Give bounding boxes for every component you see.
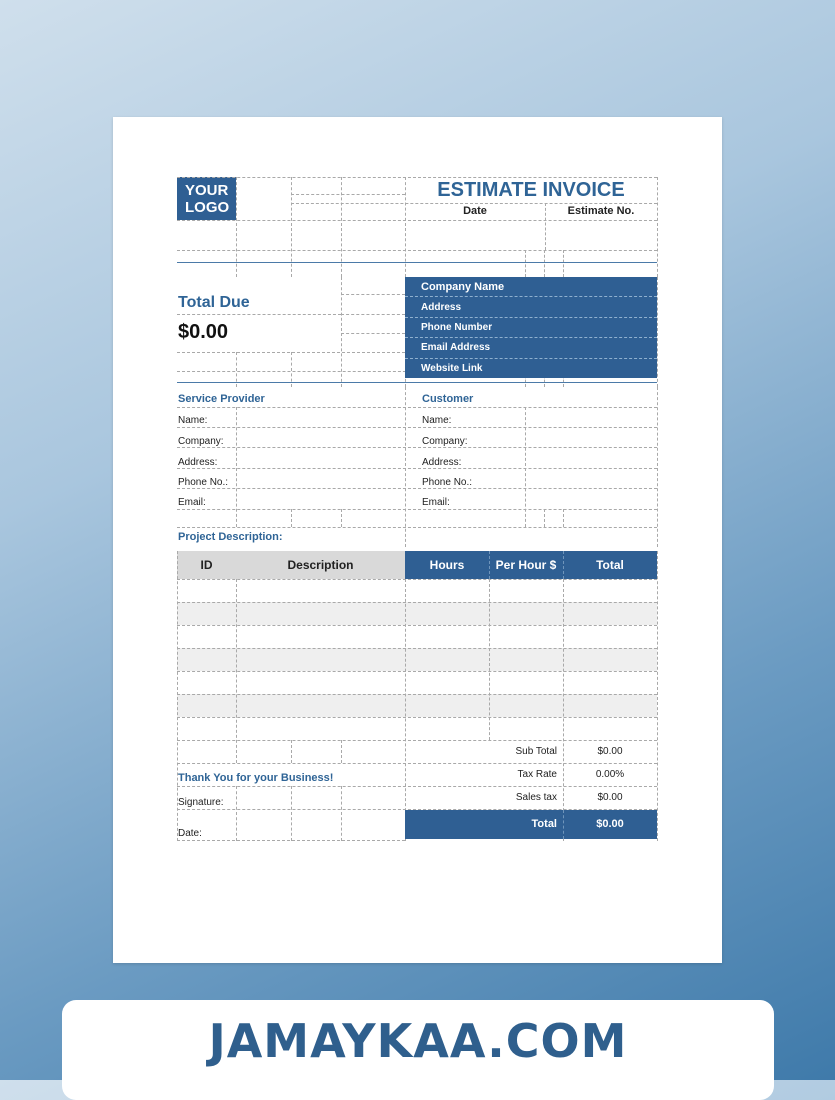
th-per-hour: Per Hour $ bbox=[489, 551, 563, 579]
signature-label: Signature: bbox=[178, 797, 224, 808]
service-provider-heading: Service Provider bbox=[178, 393, 265, 405]
grand-total-bar bbox=[405, 810, 657, 839]
table-row bbox=[177, 648, 657, 671]
grand-total-value: $0.00 bbox=[596, 818, 624, 830]
site-name: JAMAYKAA.COM bbox=[208, 1014, 628, 1068]
table-row bbox=[177, 694, 657, 717]
table-row bbox=[177, 602, 657, 625]
subtotal-label: Sub Total bbox=[515, 746, 557, 757]
company-address: Address bbox=[405, 297, 657, 317]
th-description: Description bbox=[236, 551, 405, 579]
thank-you-message: Thank You for your Business! bbox=[178, 772, 334, 784]
customer-heading: Customer bbox=[422, 393, 474, 405]
provider-name-label: Name: bbox=[178, 415, 208, 426]
sales-tax-label: Sales tax bbox=[515, 792, 557, 803]
th-id: ID bbox=[177, 551, 236, 579]
site-footer-banner bbox=[62, 1000, 774, 1100]
date-label: Date bbox=[463, 205, 487, 217]
logo-text-line2: LOGO bbox=[185, 198, 230, 216]
date-footer-label: Date: bbox=[178, 828, 202, 839]
invoice-page bbox=[113, 117, 722, 963]
logo-text-line1: YOUR bbox=[185, 181, 229, 199]
customer-phone-label: Phone No.: bbox=[422, 477, 473, 488]
company-email: Email Address bbox=[405, 338, 657, 358]
invoice-title: ESTIMATE INVOICE bbox=[437, 179, 625, 201]
customer-name-label: Name: bbox=[422, 415, 452, 426]
customer-email-label: Email: bbox=[422, 497, 450, 508]
company-phone: Phone Number bbox=[405, 318, 657, 338]
tax-rate-value: 0.00% bbox=[595, 769, 625, 780]
project-description-label: Project Description: bbox=[178, 531, 283, 543]
company-website: Website Link bbox=[405, 359, 657, 378]
company-info-block bbox=[405, 277, 657, 374]
provider-email-label: Email: bbox=[178, 497, 206, 508]
provider-company-label: Company: bbox=[178, 436, 224, 447]
sales-tax-value: $0.00 bbox=[597, 792, 623, 803]
total-due-value: $0.00 bbox=[178, 321, 229, 343]
provider-address-label: Address: bbox=[178, 457, 218, 468]
customer-address-label: Address: bbox=[422, 457, 462, 468]
th-hours: Hours bbox=[405, 551, 489, 579]
total-due-label: Total Due bbox=[178, 294, 250, 311]
th-total: Total bbox=[563, 551, 657, 579]
company-name: Company Name bbox=[405, 277, 657, 297]
customer-company-label: Company: bbox=[422, 436, 468, 447]
grand-total-label: Total bbox=[531, 818, 557, 830]
logo-block bbox=[177, 177, 236, 220]
estimate-no-label: Estimate No. bbox=[567, 205, 635, 217]
tax-rate-label: Tax Rate bbox=[517, 769, 557, 780]
provider-phone-label: Phone No.: bbox=[178, 477, 229, 488]
subtotal-value: $0.00 bbox=[597, 746, 623, 757]
